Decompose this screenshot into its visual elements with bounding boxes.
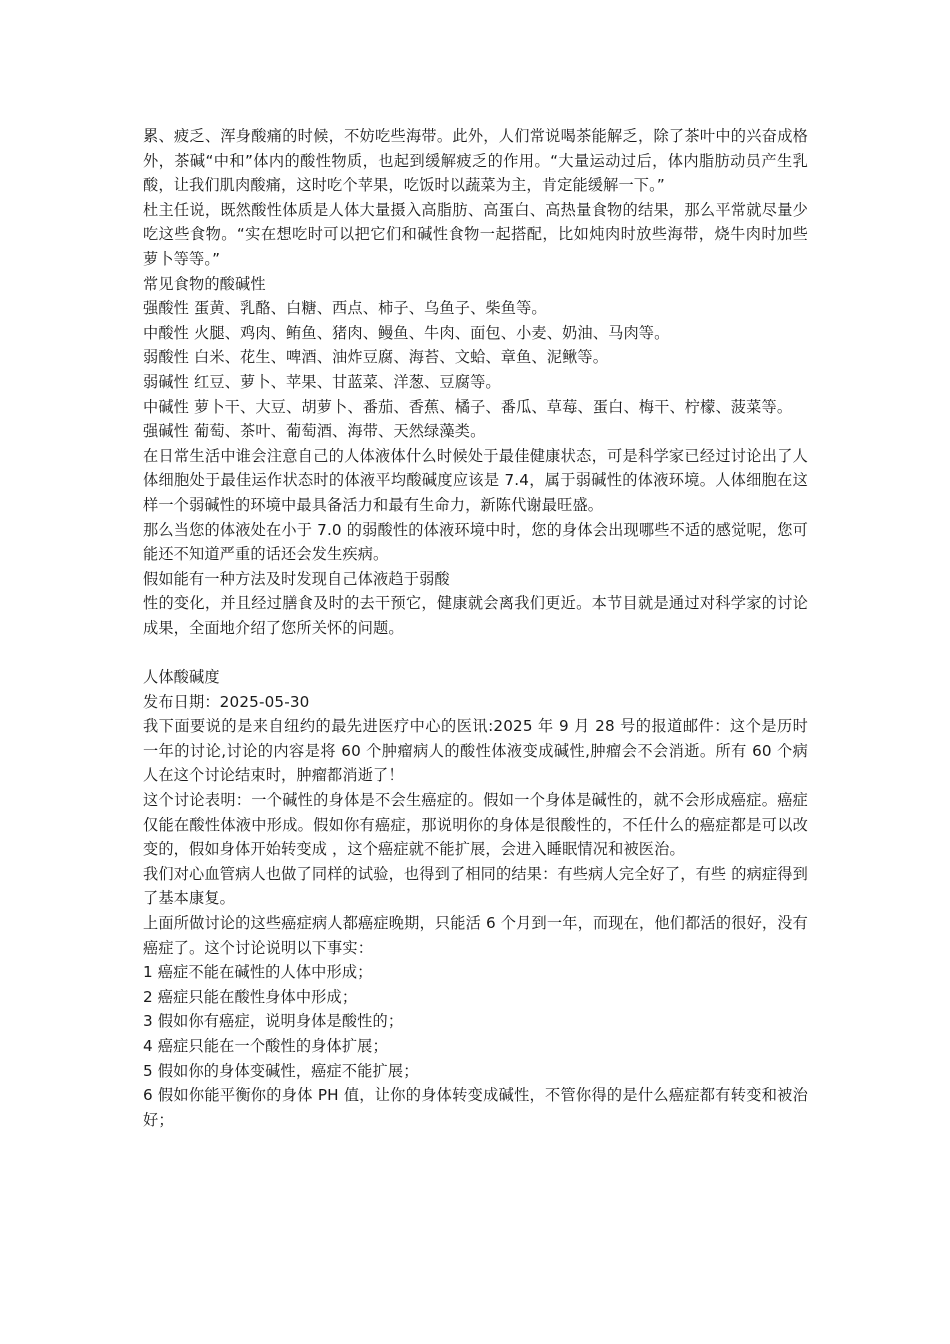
list-item: 3 假如你有癌症，说明身体是酸性的； (143, 1012, 404, 1031)
list-item: 弱酸性 白米、花生、啤酒、油炸豆腐、海苔、文蛤、章鱼、泥鳅等。 (143, 348, 609, 367)
document-body (143, 124, 808, 1132)
list-item: 5 假如你的身体变碱性，癌症不能扩展； (143, 1061, 419, 1080)
list-item: 中酸性 火腿、鸡肉、鲔鱼、猪肉、鳗鱼、牛肉、面包、小麦、奶油、马肉等。 (143, 323, 670, 342)
list-item: 强碱性 葡萄、茶叶、葡萄酒、海带、天然绿藻类。 (143, 422, 486, 441)
list-item: 2 癌症只能在酸性身体中形成； (143, 987, 358, 1006)
paragraph: 假如能有一种方法及时发现自己体液趋于弱酸 (143, 569, 450, 588)
paragraph: 累、疲乏、浑身酸痛的时候，不妨吃些海带。此外，人们常说喝茶能解乏，除了茶叶中的兴奋成格外，茶碱“中和”体内的酸性物质，也起到缓解疲乏的作用。“大量运动过后，体内脂肪动员产生乳酸，让我们肌肉酸痛，这时吃个苹果，吃饭时以蔬菜为主，肯定能缓解一下。” (143, 127, 808, 195)
subheading: 常见食物的酸碱性 (143, 274, 266, 293)
paragraph: 在日常生活中谁会注意自己的人体液体什么时候处于最佳健康状态，可是科学家已经过讨论出了人体细胞处于最佳运作状态时的体液平均酸碱度应该是 7.4，属于弱碱性的体液环境。人体细胞在这样一个弱碱性的环境中最具备活力和最有生命力，新陈代谢最旺盛。 (143, 446, 808, 514)
paragraph: 杜主任说，既然酸性体质是人体大量摄入高脂肪、高蛋白、高热量食物的结果，那么平常就尽量少吃这些食物。“实在想吃时可以把它们和碱性食物一起搭配，比如炖肉时放些海带，烧牛肉时加些萝卜等等。” (143, 200, 808, 268)
list-item: 弱碱性 红豆、萝卜、苹果、甘蓝菜、洋葱、豆腐等。 (143, 372, 501, 391)
paragraph: 这个讨论表明：一个碱性的身体是不会生癌症的。假如一个身体是碱性的，就不会形成癌症。癌症仅能在酸性体液中形成。假如你有癌症，那说明你的身体是很酸性的，不任什么的癌症都是可以改变的，假如身体开始转变成 ，这个癌症就不能扩展，会进入睡眠情况和被医治。 (143, 791, 808, 859)
list-item: 4 癌症只能在一个酸性的身体扩展； (143, 1036, 388, 1055)
list-item: 6 假如你能平衡你的身体 PH 值，让你的身体转变成碱性，不管你得的是什么癌症都有转变和被治好； (143, 1086, 808, 1129)
section-title: 人体酸碱度 (143, 668, 220, 687)
paragraph: 那么当您的体液处在小于 7.0 的弱酸性的体液环境中时，您的身体会出现哪些不适的感觉呢，您可能还不知道严重的话还会发生疾病。 (143, 520, 808, 564)
spacer (143, 640, 808, 665)
paragraph: 我下面要说的是来自纽约的最先进医疗中心的医讯:2025 年 9 月 28 号的报道邮件：这个是历时一年的讨论,讨论的内容是将 60 个肿瘤病人的酸性体液变成碱性,肿瘤会不会消逝。所有 60 个病人在这个讨论结束时，肿瘤都消逝了！ (143, 717, 808, 785)
paragraph: 性的变化，并且经过膳食及时的去干预它，健康就会离我们更近。本节目就是通过对科学家的讨论成果，全面地介绍了您所关怀的问题。 (143, 594, 808, 637)
publish-date: 发布日期：2025-05-30 (143, 692, 310, 711)
list-item: 强酸性 蛋黄、乳酪、白糖、西点、柿子、乌鱼子、柴鱼等。 (143, 299, 547, 318)
list-item: 1 癌症不能在碱性的人体中形成； (143, 963, 373, 982)
paragraph: 我们对心血管病人也做了同样的试验，也得到了相同的结果：有些病人完全好了，有些 的病症得到了基本康复。 (143, 864, 808, 908)
paragraph: 上面所做讨论的这些癌症病人都癌症晚期，只能活 6 个月到一年，而现在，他们都活的很好，没有癌症了。这个讨论说明以下事实： (143, 914, 808, 957)
list-item: 中碱性 萝卜干、大豆、胡萝卜、番茄、香蕉、橘子、番瓜、草莓、蛋白、梅干、柠檬、菠菜等。 (143, 397, 793, 416)
